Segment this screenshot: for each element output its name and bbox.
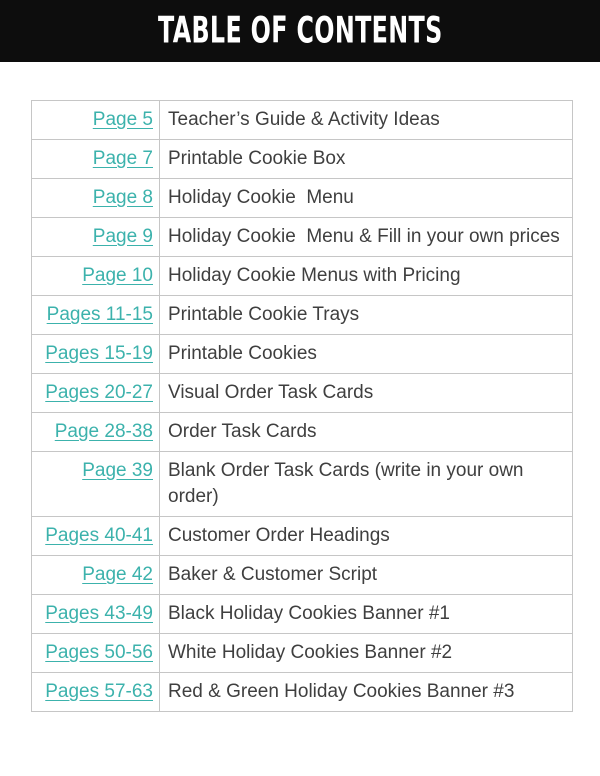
table-row — [32, 179, 573, 218]
toc-description: Printable Cookie Box — [160, 140, 573, 179]
table-row — [32, 374, 573, 413]
toc-table — [31, 100, 573, 712]
page-link[interactable]: Page 28-38 — [54, 421, 153, 442]
toc-description: Holiday Cookie Menus with Pricing — [160, 257, 573, 296]
toc-description: Printable Cookie Trays — [160, 296, 573, 335]
table-row — [32, 218, 573, 257]
page-link[interactable]: Page 7 — [92, 148, 153, 169]
toc-description: White Holiday Cookies Banner #2 — [160, 634, 573, 673]
toc-description: Holiday Cookie Menu & Fill in your own prices — [160, 218, 573, 257]
toc-description: Red & Green Holiday Cookies Banner #3 — [160, 673, 573, 712]
table-row — [32, 673, 573, 712]
page-link[interactable]: Page 8 — [92, 187, 153, 208]
page-link[interactable]: Page 39 — [82, 460, 153, 481]
page-link[interactable]: Pages 11-15 — [46, 304, 153, 325]
table-row — [32, 595, 573, 634]
page-link[interactable]: Page 10 — [82, 265, 153, 286]
page-link[interactable]: Page 42 — [82, 564, 153, 585]
page-link[interactable]: Pages 15-19 — [45, 343, 153, 364]
page-link[interactable]: Page 5 — [92, 109, 153, 130]
page-link[interactable]: Pages 57-63 — [45, 681, 153, 702]
table-row — [32, 413, 573, 452]
page-title: TABLE OF CONTENTS — [157, 10, 443, 52]
toc-description: Teacher’s Guide & Activity Ideas — [160, 101, 573, 140]
toc-description: Holiday Cookie Menu — [160, 179, 573, 218]
page-link[interactable]: Page 9 — [92, 226, 153, 247]
toc-description: Order Task Cards — [160, 413, 573, 452]
toc-description: Printable Cookies — [160, 335, 573, 374]
table-row — [32, 257, 573, 296]
toc-description: Black Holiday Cookies Banner #1 — [160, 595, 573, 634]
table-row — [32, 556, 573, 595]
table-row — [32, 296, 573, 335]
table-row — [32, 634, 573, 673]
table-row — [32, 140, 573, 179]
table-row — [32, 101, 573, 140]
header-bar — [0, 0, 600, 62]
page-link[interactable]: Pages 50-56 — [45, 642, 153, 663]
table-row — [32, 517, 573, 556]
page-link[interactable]: Pages 40-41 — [45, 525, 153, 546]
toc-description: Baker & Customer Script — [160, 556, 573, 595]
page-link[interactable]: Pages 20-27 — [45, 382, 153, 403]
table-row — [32, 335, 573, 374]
toc-description: Visual Order Task Cards — [160, 374, 573, 413]
table-row — [32, 452, 573, 517]
page-link[interactable]: Pages 43-49 — [45, 603, 153, 624]
toc-description: Customer Order Headings — [160, 517, 573, 556]
toc-description: Blank Order Task Cards (write in your own order) — [160, 452, 573, 517]
